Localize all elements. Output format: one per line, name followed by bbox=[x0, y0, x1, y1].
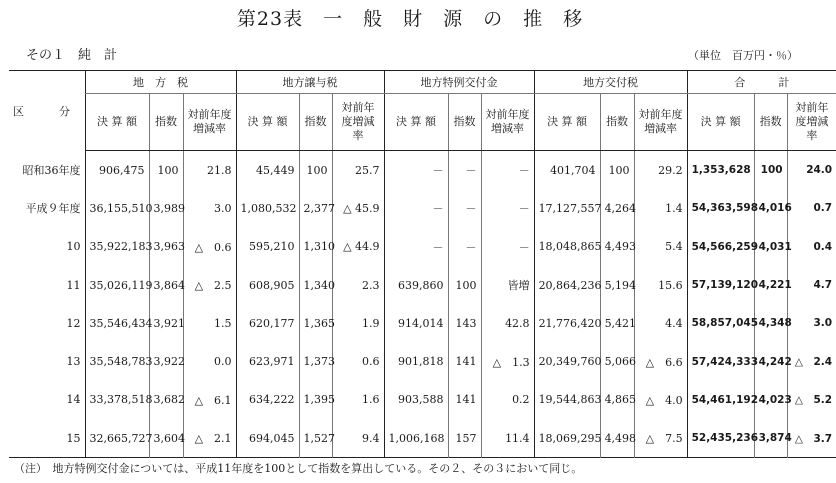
column-header: 対前年度増減率 bbox=[481, 94, 534, 151]
table-cell: 3.0 bbox=[183, 189, 236, 227]
table-cell: 2.3 bbox=[332, 266, 384, 304]
table-cell: 4.4 bbox=[634, 304, 687, 342]
table-cell: 21,776,420 bbox=[534, 304, 600, 342]
table-cell: 4,493 bbox=[600, 228, 634, 266]
table-cell: 623,971 bbox=[236, 342, 299, 380]
table-cell: 2,377 bbox=[299, 189, 332, 227]
table-cell: 4,023 bbox=[754, 381, 787, 419]
table-cell: 5,194 bbox=[600, 266, 634, 304]
table-cell: 33,378,518 bbox=[85, 381, 149, 419]
table-cell: 5,421 bbox=[600, 304, 634, 342]
column-header: 対前年度増減率 bbox=[787, 94, 836, 151]
table-cell: 1,310 bbox=[299, 228, 332, 266]
subtitle: その１ 純 計 bbox=[26, 48, 118, 63]
data-table bbox=[9, 70, 836, 458]
table-cell: 157 bbox=[448, 419, 481, 458]
table-cell: 54,566,259 bbox=[687, 228, 754, 266]
table-cell: 0.0 bbox=[183, 342, 236, 380]
table-cell: － bbox=[481, 189, 534, 227]
table-cell: 1.9 bbox=[332, 304, 384, 342]
table-cell: △ 5.2 bbox=[787, 381, 836, 419]
table-cell: 0.2 bbox=[481, 381, 534, 419]
table-cell: 19,544,863 bbox=[534, 381, 600, 419]
table-cell: 100 bbox=[149, 151, 183, 190]
table-cell: 20,864,236 bbox=[534, 266, 600, 304]
table-cell: 620,177 bbox=[236, 304, 299, 342]
column-header: 指数 bbox=[754, 94, 787, 151]
table-cell: 3,864 bbox=[149, 266, 183, 304]
table-cell: 1,006,168 bbox=[384, 419, 448, 458]
table-cell: 皆増 bbox=[481, 266, 534, 304]
group-header: 地方譲与税 bbox=[236, 71, 384, 94]
row-label: 昭和36年度 bbox=[22, 163, 81, 177]
table-cell: － bbox=[384, 189, 448, 227]
row-label: 10 bbox=[66, 240, 81, 254]
table-cell: － bbox=[384, 228, 448, 266]
table-cell: 694,045 bbox=[236, 419, 299, 458]
table-row bbox=[9, 266, 836, 304]
table-cell: △ 0.6 bbox=[183, 228, 236, 266]
table-cell: 4,221 bbox=[754, 266, 787, 304]
table-cell: 100 bbox=[754, 151, 787, 190]
unit-label: （単位 百万円・％） bbox=[688, 49, 798, 62]
table-cell: － bbox=[448, 151, 481, 190]
table-cell: 4,264 bbox=[600, 189, 634, 227]
table-cell: 3,682 bbox=[149, 381, 183, 419]
table-cell: 35,922,183 bbox=[85, 228, 149, 266]
column-header: 指数 bbox=[448, 94, 481, 151]
table-cell: 100 bbox=[448, 266, 481, 304]
table-cell: 901,818 bbox=[384, 342, 448, 380]
table-cell: 35,548,783 bbox=[85, 342, 149, 380]
table-cell: 5.4 bbox=[634, 228, 687, 266]
table-cell: 35,546,434 bbox=[85, 304, 149, 342]
table-cell: 903,588 bbox=[384, 381, 448, 419]
table-cell: 57,139,120 bbox=[687, 266, 754, 304]
table-cell: △ 1.3 bbox=[481, 342, 534, 380]
column-header: 対前年度増減率 bbox=[332, 94, 384, 151]
table-cell: 1,373 bbox=[299, 342, 332, 380]
table-cell: 3,604 bbox=[149, 419, 183, 458]
table-row bbox=[9, 381, 836, 419]
table-cell: 639,860 bbox=[384, 266, 448, 304]
table-cell: 36,155,510 bbox=[85, 189, 149, 227]
table-cell: 608,905 bbox=[236, 266, 299, 304]
table-cell: 3.0 bbox=[787, 304, 836, 342]
table-cell: 0.6 bbox=[332, 342, 384, 380]
table-cell: 35,026,119 bbox=[85, 266, 149, 304]
table-cell: 1,353,628 bbox=[687, 151, 754, 190]
table-cell: 54,461,192 bbox=[687, 381, 754, 419]
table-cell: △ 3.7 bbox=[787, 419, 836, 458]
table-cell: △ 6.1 bbox=[183, 381, 236, 419]
table-cell: 3,963 bbox=[149, 228, 183, 266]
table-cell: 11.4 bbox=[481, 419, 534, 458]
table-cell: 141 bbox=[448, 342, 481, 380]
table-cell: 4,498 bbox=[600, 419, 634, 458]
table-row bbox=[9, 419, 836, 458]
table-cell: 52,435,236 bbox=[687, 419, 754, 458]
column-header: 指数 bbox=[600, 94, 634, 151]
row-label: 14 bbox=[66, 393, 81, 407]
table-cell: 54,363,598 bbox=[687, 189, 754, 227]
table-cell: 100 bbox=[299, 151, 332, 190]
table-cell: 1.5 bbox=[183, 304, 236, 342]
table-cell: 914,014 bbox=[384, 304, 448, 342]
group-header: 地方交付税 bbox=[534, 71, 687, 94]
table-cell: 9.4 bbox=[332, 419, 384, 458]
column-header: 対前年度増減率 bbox=[183, 94, 236, 151]
table-cell: 143 bbox=[448, 304, 481, 342]
column-header: 指数 bbox=[299, 94, 332, 151]
row-label: 15 bbox=[66, 431, 81, 445]
table-cell: 1,395 bbox=[299, 381, 332, 419]
row-label: 13 bbox=[66, 355, 81, 369]
table-cell: 32,665,727 bbox=[85, 419, 149, 458]
table-cell: 4.7 bbox=[787, 266, 836, 304]
table-cell: 4,348 bbox=[754, 304, 787, 342]
table-cell: 17,127,557 bbox=[534, 189, 600, 227]
table-cell: － bbox=[448, 228, 481, 266]
row-label-header: 区 分 bbox=[13, 104, 82, 118]
table-cell: 100 bbox=[600, 151, 634, 190]
column-header: 決 算 額 bbox=[534, 94, 600, 151]
group-header: 地方特例交付金 bbox=[384, 71, 534, 94]
table-cell: 58,857,045 bbox=[687, 304, 754, 342]
table-cell: － bbox=[448, 189, 481, 227]
row-label: 11 bbox=[66, 278, 81, 292]
table-cell: 4,031 bbox=[754, 228, 787, 266]
row-label: 平成９年度 bbox=[25, 202, 81, 216]
group-header: 地 方 税 bbox=[85, 71, 236, 94]
table-cell: 18,069,295 bbox=[534, 419, 600, 458]
table-cell: 4,016 bbox=[754, 189, 787, 227]
table-cell: 906,475 bbox=[85, 151, 149, 190]
table-cell: 4,865 bbox=[600, 381, 634, 419]
column-header: 決 算 額 bbox=[236, 94, 299, 151]
table-row bbox=[9, 228, 836, 266]
table-row bbox=[9, 304, 836, 342]
table-cell: △ 2.1 bbox=[183, 419, 236, 458]
table-cell: 3,921 bbox=[149, 304, 183, 342]
table-cell: 20,349,760 bbox=[534, 342, 600, 380]
table-cell: 4,242 bbox=[754, 342, 787, 380]
footnote: （注） 地方特例交付金については、平成11年度を100として指数を算出している。その２、その３において同じ。 bbox=[14, 462, 583, 475]
table-cell: 25.7 bbox=[332, 151, 384, 190]
table-cell: △ 2.4 bbox=[787, 342, 836, 380]
table-cell: 634,222 bbox=[236, 381, 299, 419]
table-cell: 1.6 bbox=[332, 381, 384, 419]
table-cell: 1,080,532 bbox=[236, 189, 299, 227]
table-cell: 1.4 bbox=[634, 189, 687, 227]
table-cell: 24.0 bbox=[787, 151, 836, 190]
table-cell: 57,424,333 bbox=[687, 342, 754, 380]
table-cell: △ 4.0 bbox=[634, 381, 687, 419]
table-cell: 0.7 bbox=[787, 189, 836, 227]
table-cell: △ 45.9 bbox=[332, 189, 384, 227]
table-cell: △ 6.6 bbox=[634, 342, 687, 380]
table-cell: 18,048,865 bbox=[534, 228, 600, 266]
table-cell: 0.4 bbox=[787, 228, 836, 266]
table-cell: 1,365 bbox=[299, 304, 332, 342]
column-header: 対前年度増減率 bbox=[634, 94, 687, 151]
table-cell: 1,527 bbox=[299, 419, 332, 458]
table-cell: － bbox=[384, 151, 448, 190]
table-row bbox=[9, 151, 836, 190]
table-cell: 29.2 bbox=[634, 151, 687, 190]
table-cell: 21.8 bbox=[183, 151, 236, 190]
table-cell: △ 44.9 bbox=[332, 228, 384, 266]
table-row bbox=[9, 189, 836, 227]
table-cell: 1,340 bbox=[299, 266, 332, 304]
table-cell: 42.8 bbox=[481, 304, 534, 342]
table-cell: 595,210 bbox=[236, 228, 299, 266]
table-row bbox=[9, 342, 836, 380]
row-label: 12 bbox=[66, 316, 81, 330]
table-cell: 3,922 bbox=[149, 342, 183, 380]
table-cell: △ 7.5 bbox=[634, 419, 687, 458]
table-cell: 45,449 bbox=[236, 151, 299, 190]
column-header: 決 算 額 bbox=[687, 94, 754, 151]
table-cell: 5,066 bbox=[600, 342, 634, 380]
table-cell: － bbox=[481, 151, 534, 190]
column-header: 決 算 額 bbox=[85, 94, 149, 151]
table-cell: － bbox=[481, 228, 534, 266]
table-cell: △ 2.5 bbox=[183, 266, 236, 304]
column-header: 指数 bbox=[149, 94, 183, 151]
table-cell: 401,704 bbox=[534, 151, 600, 190]
table-cell: 15.6 bbox=[634, 266, 687, 304]
group-header: 合 計 bbox=[687, 71, 836, 94]
table-cell: 3,874 bbox=[754, 419, 787, 458]
table-cell: 3,989 bbox=[149, 189, 183, 227]
page-title: 第23表 一 般 財 源 の 推 移 bbox=[236, 8, 584, 30]
table-cell: 141 bbox=[448, 381, 481, 419]
column-header: 決 算 額 bbox=[384, 94, 448, 151]
